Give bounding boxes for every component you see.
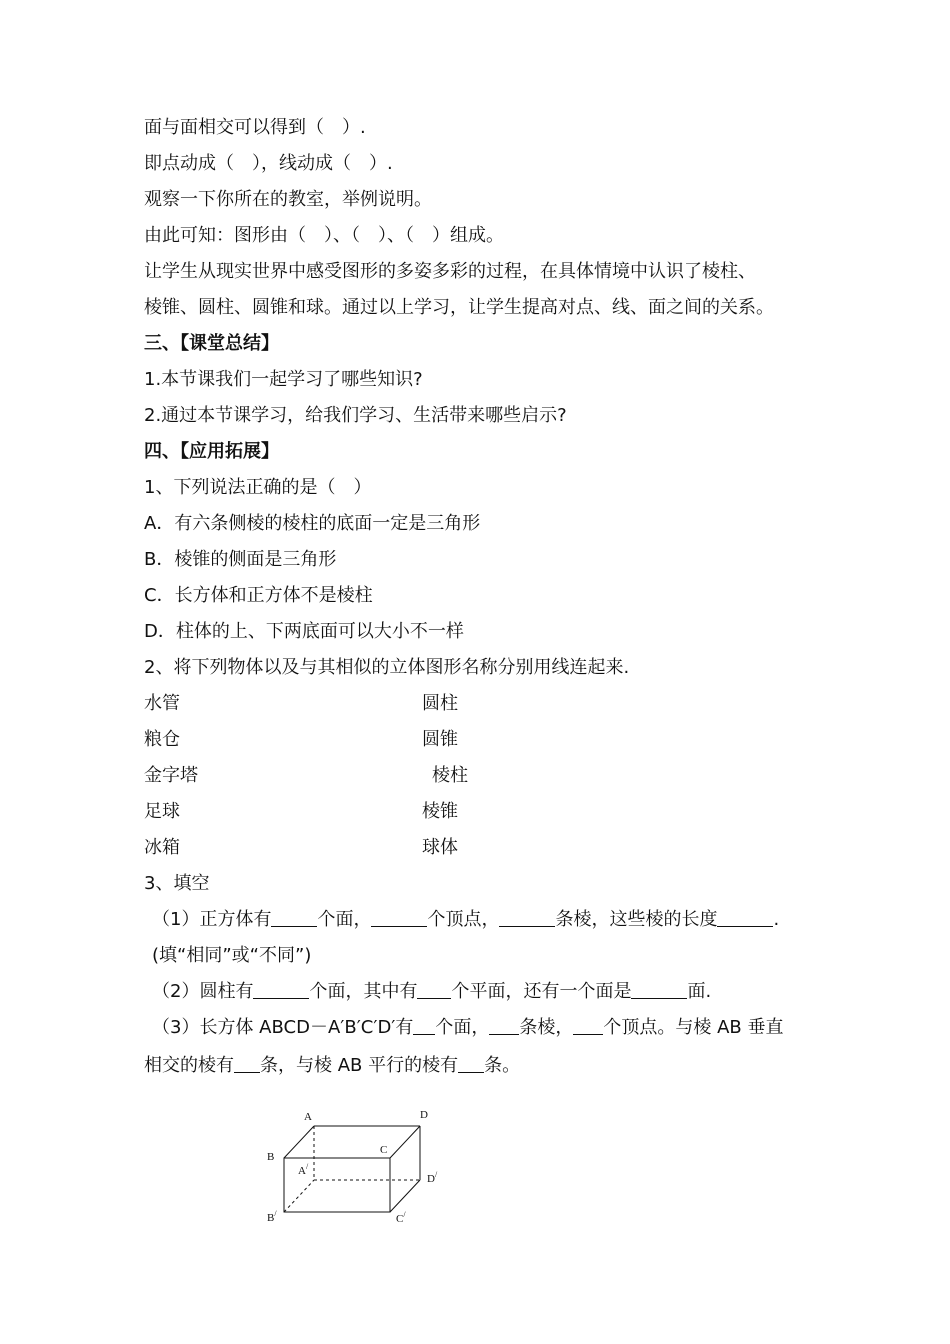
matching-row xyxy=(144,798,810,826)
answer-blank[interactable] xyxy=(499,908,555,927)
matching-row xyxy=(144,834,810,862)
fill-item-3: （3）长方体 ABCD－A′B′C′D′有 个面， 条棱， 个顶点。与棱 AB 垂直 xyxy=(152,1017,784,1038)
fill-item-3-cont: 相交的棱有 条，与棱 AB 平行的棱有 条。 xyxy=(144,1055,521,1076)
vertex-label: A/ xyxy=(298,1162,309,1177)
edge xyxy=(390,1126,420,1158)
cuboid-figure xyxy=(262,1098,452,1233)
text-line: 由此可知：图形由（ ）、（ ）、（ ）组成。 xyxy=(144,225,504,246)
matching-row xyxy=(144,690,810,718)
summary-question-1: 1.本节课我们一起学习了哪些知识? xyxy=(144,369,423,390)
shape-name: 圆柱 xyxy=(422,693,458,714)
vertex-label: B xyxy=(267,1151,275,1163)
object-name: 粮仓 xyxy=(144,729,180,750)
answer-blank[interactable] xyxy=(413,1016,435,1035)
fill-item-1-note: (填“相同”或“不同”) xyxy=(152,945,312,966)
summary-question-2: 2.通过本节课学习，给我们学习、生活带来哪些启示? xyxy=(144,405,567,426)
object-name: 金字塔 xyxy=(144,765,198,786)
vertex-label: D/ xyxy=(427,1170,438,1185)
answer-blank[interactable] xyxy=(631,980,687,999)
shape-name: 球体 xyxy=(422,837,458,858)
question-3: 3、填空 xyxy=(144,873,210,894)
shape-name: 棱锥 xyxy=(422,801,458,822)
option-d: D．柱体的上、下两底面可以大小不一样 xyxy=(144,621,464,642)
question-1: 1、下列说法正确的是（ ） xyxy=(144,477,372,498)
shape-name: 棱柱 xyxy=(432,765,468,786)
text-line: 让学生从现实世界中感受图形的多姿多彩的过程，在具体情境中认识了棱柱、 xyxy=(144,261,756,282)
vertex-label: D xyxy=(420,1109,428,1121)
option-c: C．长方体和正方体不是棱柱 xyxy=(144,585,373,606)
text-line: 即点动成（ ），线动成（ ）. xyxy=(144,153,393,174)
answer-blank[interactable] xyxy=(717,908,773,927)
section-heading-summary: 三、【课堂总结】 xyxy=(144,333,279,354)
vertex-label: B/ xyxy=(267,1209,277,1224)
option-a: A．有六条侧棱的棱柱的底面一定是三角形 xyxy=(144,513,481,534)
answer-blank[interactable] xyxy=(234,1054,260,1073)
object-name: 水管 xyxy=(144,693,180,714)
option-b: B．棱锥的侧面是三角形 xyxy=(144,549,337,570)
fill-item-2: （2）圆柱有 个面，其中有 个平面，还有一个面是 面. xyxy=(152,981,712,1002)
hidden-edge xyxy=(284,1180,314,1212)
answer-blank[interactable] xyxy=(573,1016,603,1035)
matching-row xyxy=(144,726,810,754)
text-line: 棱锥、圆柱、圆锥和球。通过以上学习，让学生提高对点、线、面之间的关系。 xyxy=(144,297,774,318)
vertex-label: C/ xyxy=(396,1210,406,1225)
edge xyxy=(284,1126,314,1158)
answer-blank[interactable] xyxy=(253,980,309,999)
fill-item-1: （1）正方体有 个面， 个顶点， 条棱，这些棱的长度 . xyxy=(152,909,780,930)
cuboid-diagram xyxy=(262,1098,452,1233)
text-line: 观察一下你所在的教室，举例说明。 xyxy=(144,189,432,210)
answer-blank[interactable] xyxy=(489,1016,519,1035)
object-name: 冰箱 xyxy=(144,837,180,858)
shape-name: 圆锥 xyxy=(422,729,458,750)
answer-blank[interactable] xyxy=(371,908,427,927)
answer-blank[interactable] xyxy=(271,908,317,927)
question-2: 2、将下列物体以及与其相似的立体图形名称分别用线连起来. xyxy=(144,657,630,678)
matching-row xyxy=(144,762,810,790)
vertex-label: C xyxy=(380,1144,388,1156)
text-line: 面与面相交可以得到（ ）. xyxy=(144,117,366,138)
object-name: 足球 xyxy=(144,801,180,822)
answer-blank[interactable] xyxy=(458,1054,484,1073)
section-heading-application: 四、【应用拓展】 xyxy=(144,441,279,462)
vertex-label: A xyxy=(304,1111,312,1123)
answer-blank[interactable] xyxy=(417,980,451,999)
edge xyxy=(390,1180,420,1212)
